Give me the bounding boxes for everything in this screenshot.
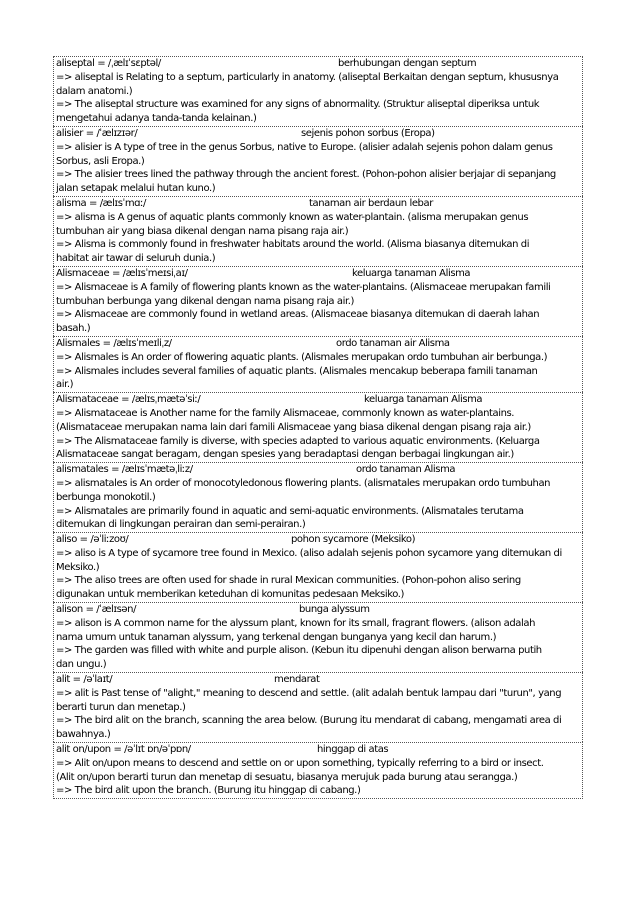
entry-translation: ordo tanaman Alisma (356, 464, 456, 476)
entry-head (56, 533, 580, 547)
entry-term: Alismales = /ælɪsˈmeɪliˌz/ (56, 337, 172, 349)
entry-head (56, 463, 580, 477)
entry-line: => Alismaceae is A family of flowering plants known as the water-plantains. (Alismaceae merupakan famili (56, 281, 551, 293)
entry-line: => The bird alit upon the branch. (Burung itu hinggap di cabang.) (56, 785, 361, 797)
entry-head (56, 267, 580, 281)
entry-head (56, 57, 580, 71)
entry-line: mengetahui adanya tanda-tanda kelainan.) (56, 113, 257, 125)
entry-line: => Alit on/upon means to descend and settle on or upon something, typically referring to a bird or insect. (56, 757, 544, 769)
entry-line: Alismataceae sangat beragam, dengan spesies yang beradaptasi dengan berbagai lingkungan air.) (56, 449, 514, 461)
entry-line: => The aliso trees are often used for shade in rural Mexican communities. (Pohon-pohon aliso sering (56, 575, 521, 587)
entry-line: habitat air tawar di seluruh dunia.) (56, 253, 216, 265)
entry-line: Sorbus, asli Eropa.) (56, 155, 145, 167)
entry-alismaceae (53, 266, 583, 336)
entry-translation: tanaman air berdaun lebar (309, 197, 433, 209)
entry-line: => alisma is A genus of aquatic plants commonly known as water-plantain. (alisma merupakan genus (56, 211, 529, 223)
entry-line: Meksiko.) (56, 561, 100, 573)
entry-translation: pohon sycamore (Meksiko) (291, 534, 416, 546)
entry-line: => The aliseptal structure was examined for any signs of abnormality. (Struktur aliseptal diperiksa untuk (56, 99, 540, 111)
entry-line: => alit is Past tense of "alight," meaning to descend and settle. (alit adalah bentuk lampau dari "turun", yang (56, 687, 562, 699)
entry-line: => alison is A common name for the alyssum plant, known for its small, fragrant flowers. (alison adalah (56, 617, 535, 629)
entry-line: basah.) (56, 323, 91, 335)
entry-translation: keluarga tanaman Alisma (352, 267, 471, 279)
entry-aliseptal (53, 56, 583, 126)
entry-translation: keluarga tanaman Alisma (364, 394, 483, 406)
entry-term: aliseptal = /ˌælɪˈsɛptəl/ (56, 58, 161, 69)
entry-line: tumbuhan air yang biasa dikenal dengan nama pisang raja air.) (56, 225, 349, 237)
entry-alisma (53, 196, 583, 266)
entry-line: => alisier is A type of tree in the genus Sorbus, native to Europe. (alisier adalah sejenis pohon dalam genus (56, 141, 553, 153)
entry-term: aliso = /əˈliːzoʊ/ (56, 534, 129, 546)
entry-alison (53, 602, 583, 672)
entry-line: => The alisier trees lined the pathway through the ancient forest. (Pohon-pohon alisier berjajar di sepanjang (56, 169, 556, 181)
entry-term: alisma = /ælɪsˈmɑː/ (56, 197, 146, 209)
entry-line: digunakan untuk memberikan keteduhan di komunitas pedesaan Meksiko.) (56, 589, 404, 601)
entry-term: alisier = /ˈælɪzɪər/ (56, 127, 138, 139)
entry-head (56, 603, 580, 617)
entry-aliso (53, 532, 583, 602)
entry-line: dalam anatomi.) (56, 85, 133, 97)
entry-term: alit = /əˈlaɪt/ (56, 674, 113, 686)
entry-line: => The bird alit on the branch, scanning the area below. (Burung itu mendarat di cabang, mengamati area di (56, 715, 562, 727)
entry-alisier (53, 126, 583, 196)
entry-term: Alismataceae = /ælɪsˌmætəˈsiː/ (56, 394, 201, 406)
entry-line: nama umum untuk tanaman alyssum, yang terkenal dengan bunganya yang kecil dan harum.) (56, 631, 497, 643)
entry-line: => alismatales is An order of monocotyledonous flowering plants. (alismatales merupakan ordo tumbuhan (56, 477, 551, 489)
entry-line: berarti turun dan menetap.) (56, 701, 186, 713)
entry-line: => Alisma is commonly found in freshwater habitats around the world. (Alisma biasanya ditemukan di (56, 239, 530, 251)
dictionary-page (53, 56, 583, 799)
entry-translation: berhubungan dengan septum (338, 58, 477, 69)
entry-head (56, 673, 580, 687)
entry-line: jalan setapak melalui hutan kuno.) (56, 183, 216, 195)
entry-translation: mendarat (274, 674, 320, 686)
entry-term: alismatales = /ælɪsˈmætəˌliːz/ (56, 464, 193, 476)
entry-translation: ordo tanaman air Alisma (336, 337, 450, 349)
entry-translation: sejenis pohon sorbus (Eropa) (301, 127, 435, 139)
entry-head (56, 197, 580, 211)
entry-head (56, 393, 580, 407)
entry-line: (Alit on/upon berarti turun dan menetap di sesuatu, biasanya merujuk pada burung atau serangga.) (56, 771, 518, 783)
entry-alit (53, 672, 583, 742)
entry-line: => Alismataceae is Another name for the family Alismaceae, commonly known as water-plantains. (56, 407, 515, 419)
entry-alismales (53, 336, 583, 392)
entry-line: => The garden was filled with white and purple alison. (Kebun itu dipenuhi dengan alison berwarna putih (56, 645, 542, 657)
entry-line: => The Alismataceae family is diverse, with species adapted to various aquatic environments. (Keluarga (56, 435, 540, 447)
entry-term: Alismaceae = /ælɪsˈmeɪsiˌaɪ/ (56, 267, 188, 279)
entry-line: ditemukan di lingkungan perairan dan semi-perairan.) (56, 519, 306, 531)
entry-term: alison = /ˈælɪsən/ (56, 604, 137, 616)
entry-alismatales (53, 462, 583, 532)
entry-line: => Alismaceae are commonly found in wetland areas. (Alismaceae biasanya ditemukan di daerah lahan (56, 309, 540, 321)
entry-head (56, 743, 580, 757)
entry-line: dan ungu.) (56, 659, 107, 671)
entry-line: berbunga monokotil.) (56, 491, 156, 503)
entry-line: => aliseptal is Relating to a septum, particularly in anatomy. (aliseptal Berkaitan dengan septum, khususnya (56, 71, 559, 83)
entry-line: bawahnya.) (56, 729, 111, 741)
entry-alit-on-upon (53, 742, 583, 799)
entry-head (56, 127, 580, 141)
entry-line: tumbuhan berbunga yang dikenal dengan nama pisang raja air.) (56, 295, 354, 307)
entry-translation: bunga alyssum (299, 604, 370, 616)
entry-line: => Alismales includes several families of aquatic plants. (Alismales mencakup beberapa famili tanaman (56, 365, 538, 377)
entry-line: (Alismataceae merupakan nama lain dari famili Alismaceae yang biasa dikenal dengan pisang raja air.) (56, 421, 531, 433)
entry-line: => Alismatales are primarily found in aquatic and semi-aquatic environments. (Alismatales terutama (56, 505, 524, 517)
entry-alismataceae (53, 392, 583, 462)
entry-translation: hinggap di atas (317, 744, 389, 756)
entry-line: => aliso is A type of sycamore tree found in Mexico. (aliso adalah sejenis pohon sycamore yang ditemukan di (56, 547, 562, 559)
entry-line: => Alismales is An order of flowering aquatic plants. (Alismales merupakan ordo tumbuhan air berbunga.) (56, 351, 548, 363)
entry-term: alit on/upon = /əˈlɪt ɒn/əˈpɒn/ (56, 744, 191, 756)
entry-head (56, 337, 580, 351)
entry-line: air.) (56, 379, 74, 391)
